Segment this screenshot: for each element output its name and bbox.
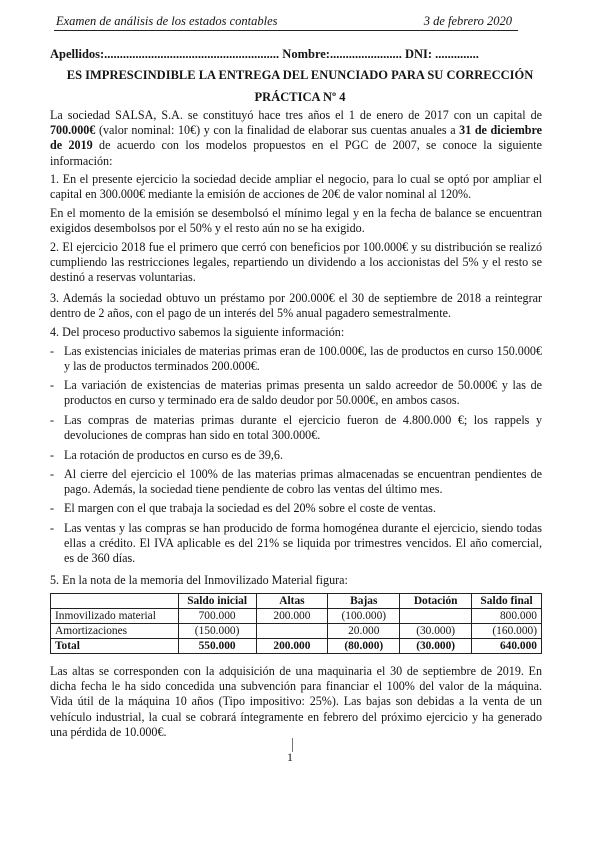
intro-a: La sociedad SALSA, S.A. se constituyó hace tres años el 1 de enero de 2017 con un capital de [50, 108, 542, 122]
table-header-cell: Altas [256, 594, 328, 609]
bullet-dash: - [50, 521, 55, 535]
table-cell: Amortizaciones [51, 624, 179, 639]
bullet-text: El margen con el que trabaja la sociedad es del 20% sobre el coste de ventas. [64, 501, 436, 515]
table-cell: (150.000) [178, 624, 256, 639]
table-header-cell: Saldo inicial [178, 594, 256, 609]
closing-paragraph: Las altas se corresponden con la adquisición de una maquinaria el 30 de septiembre de 2019. En dicha fecha le ha sido concedida una subvención para financiar el 100% del valor de la máquina. Vida útil de la máquina 10 años (Tipo impositivo: 25%). Las bajas son debidas a la venta de un vehículo industrial, la cual se cobrará íntegramente en febrero del próximo ejercicio y ha generado una pérdida de 10.000€. [50, 664, 542, 739]
bullet-text: La variación de existencias de materias primas presenta un saldo acreedor de 50.000€ y las de productos en curso y terminado era de saldo deudor por 50.000€, en ambos casos. [64, 378, 542, 408]
table-cell: (100.000) [328, 609, 400, 624]
page-number: 1 [287, 750, 293, 764]
intro-paragraph [50, 108, 542, 169]
table-cell: (80.000) [328, 639, 400, 654]
bullet-dash: - [50, 413, 55, 427]
bullet-item [50, 521, 542, 567]
table-row [51, 624, 542, 639]
table-cell: (160.000) [472, 624, 542, 639]
table-cell: 200.000 [256, 639, 328, 654]
table-header-cell: Dotación [400, 594, 472, 609]
bullet-dash: - [50, 501, 55, 515]
bullet-dash: - [50, 344, 55, 358]
bullet-item [50, 467, 542, 497]
bullet-text: La rotación de productos en curso es de 39,6. [64, 448, 283, 462]
table-header-cell [51, 594, 179, 609]
intro-capital: 700.000€ [50, 123, 96, 138]
table-cell: Total [51, 639, 179, 654]
intro-date: 31 de diciembre de 2019 [50, 123, 543, 153]
paragraph-5: 5. En la nota de la memoria del Inmovilizado Material figura: [50, 573, 348, 587]
header-title: Examen de análisis de los estados contables [56, 14, 278, 28]
paragraph-1: 1. En el presente ejercicio la sociedad decide ampliar el negocio, para lo cual se optó por ampliar el capital en 300.000€ mediante la emisión de acciones de 20€ de valor nominal al 120%. [50, 172, 542, 202]
table-cell: 20.000 [328, 624, 400, 639]
table-header-cell: Bajas [328, 594, 400, 609]
bullet-text: Las compras de materias primas durante el ejercicio fueron de 4.800.000 €; los rappels y devoluciones de compras han sido en total 300.000€. [64, 413, 542, 443]
paragraph-3: 3. Además la sociedad obtuvo un préstamo por 200.000€ el 30 de septiembre de 2018 a reintegrar dentro de 2 años, con el pago de un interés del 5% anual pagadero semestralmente. [50, 291, 542, 321]
fixed-assets-table [50, 593, 542, 654]
paragraph-2: 2. El ejercicio 2018 fue el primero que cerró con beneficios por 100.000€ y su distribución se realizó cumpliendo las restricciones legales, repartiendo un dividendo a los accionistas del 5% y el resto se destinó a reservas voluntarias. [50, 240, 542, 285]
table-row [51, 609, 542, 624]
table-cell [256, 624, 328, 639]
table-cell: 200.000 [256, 609, 328, 624]
table-cell: Inmovilizado material [51, 609, 179, 624]
bullet-dash: - [50, 378, 55, 392]
bullet-text: Las ventas y las compras se han producido de forma homogénea durante el ejercicio, siendo todas ellas a crédito. El IVA aplicable es del 21% se liquida por trimestres vencidos. El año comercial, es de 360 días. [64, 521, 542, 566]
bullet-dash: - [50, 448, 55, 462]
submission-notice: ES IMPRESCINDIBLE LA ENTREGA DEL ENUNCIADO PARA SU CORRECCIÓN [66, 68, 534, 82]
intro-c: (valor nominal: 10€) y con la finalidad de elaborar sus cuentas anuales a [95, 123, 460, 138]
table-cell: 640.000 [472, 639, 542, 654]
bullet-text: Las existencias iniciales de materias primas eran de 100.000€, las de productos en curso 150.000€ y las de productos terminados 200.000€. [64, 344, 542, 374]
student-id-line: Apellidos:........................................................ Nombre:....................... DNI: .............. [50, 47, 479, 61]
bullet-item [50, 413, 542, 443]
bullet-item [50, 378, 542, 408]
header-date: 3 de febrero 2020 [423, 14, 512, 28]
table-cell [400, 609, 472, 624]
bullet-item [50, 501, 542, 516]
table-header-cell: Saldo final [472, 594, 542, 609]
header-rule [54, 30, 518, 31]
table-cell: 800.000 [472, 609, 542, 624]
table-cell: 700.000 [178, 609, 256, 624]
table-cell: 550.000 [178, 639, 256, 654]
practice-title: PRÁCTICA Nº 4 [254, 90, 346, 104]
table-header-row [51, 594, 542, 609]
bullet-dash: - [50, 467, 55, 481]
bullet-item [50, 344, 542, 374]
table-total-row [51, 639, 542, 654]
paragraph-4: 4. Del proceso productivo sabemos la siguiente información: [50, 325, 345, 339]
intro-e: de acuerdo con los modelos propuestos en el PGC de 2007, se conoce la siguiente información: [50, 138, 543, 168]
table-cell: (30.000) [400, 624, 472, 639]
bullet-item [50, 448, 542, 463]
paragraph-1b: En el momento de la emisión se desembolsó el mínimo legal y en la fecha de balance se encuentran exigidos desembolsos por el 50% y el resto aún no se ha exigido. [50, 206, 542, 236]
table-cell: (30.000) [400, 639, 472, 654]
bullet-text: Al cierre del ejercicio el 100% de las materias primas almacenadas se encuentran pendientes de pago. Además, la sociedad tiene pendiente de cobro las ventas del último mes. [64, 467, 542, 497]
